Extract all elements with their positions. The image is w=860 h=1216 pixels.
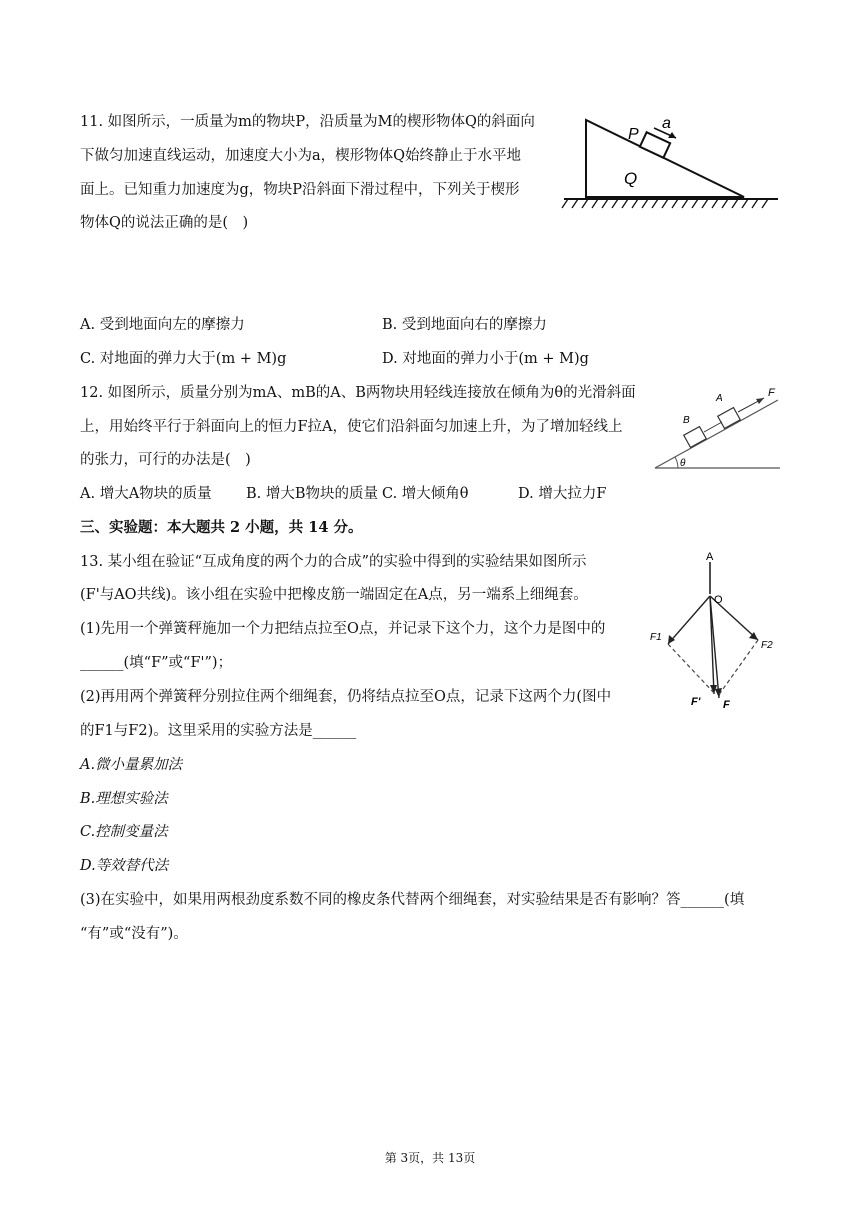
q11-option-b: B. 受到地面向右的摩擦力 xyxy=(382,317,547,333)
q12-option-b: B. 增大B物块的质量 xyxy=(246,486,379,502)
label-b: B xyxy=(683,415,690,426)
q13-choice-c: C.控制变量法 xyxy=(80,824,168,840)
q13-part3-line-2: “有”或“没有”)。 xyxy=(80,926,188,942)
q13-line-3: (1)先用一个弹簧秤施加一个力把结点拉至O点，并记录下这个力，这个力是图中的 xyxy=(80,621,606,637)
label-f2: F2 xyxy=(761,640,773,651)
label-a: A xyxy=(706,551,714,563)
block-p xyxy=(640,132,670,157)
label-o: O xyxy=(714,594,723,606)
label-theta: θ xyxy=(680,458,686,469)
q13-choice-d: D.等效替代法 xyxy=(80,858,169,874)
q12-option-d: D. 增大拉力F xyxy=(518,486,607,502)
block-b xyxy=(684,427,707,448)
q11-option-d: D. 对地面的弹力小于(m + M)g xyxy=(382,351,589,367)
q13-line-6: 的F1与F2)。这里采用的实验方法是______ xyxy=(80,723,357,739)
q12-option-a: A. 增大A物块的质量 xyxy=(80,486,212,502)
q11-wedge-figure xyxy=(558,104,788,214)
label-a: a xyxy=(662,115,671,132)
label-f: F xyxy=(723,699,730,711)
label-f: F xyxy=(768,387,775,399)
q12-incline-figure xyxy=(650,380,785,472)
q13-line-2: (F'与AO共线)。该小组在实验中把橡皮筋一端固定在A点，另一端系上细绳套。 xyxy=(80,587,588,603)
block-a xyxy=(718,408,741,429)
q11-line-3: 面上。已知重力加速度为g，物块P沿斜面下滑过程中，下列关于楔形 xyxy=(80,182,520,198)
q13-force-figure xyxy=(648,548,783,713)
q12-line-2: 上，用始终平行于斜面向上的恒力F拉A，使它们沿斜面匀加速上升，为了增加轻线上 xyxy=(80,419,623,435)
label-a: A xyxy=(716,393,723,404)
q11-line-4: 物体Q的说法正确的是( ) xyxy=(80,215,249,231)
q13-part3-line-1: (3)在实验中，如果用两根劲度系数不同的橡皮条代替两个细绳套，对实验结果是否有影响？答______(填 xyxy=(80,892,745,908)
q13-line-1: 13. 某小组在验证“互成角度的两个力的合成”的实验中得到的实验结果如图所示 xyxy=(80,554,587,570)
q12-option-c: C. 增大倾角θ xyxy=(382,486,469,502)
label-f-prime: F' xyxy=(691,696,701,708)
label-f1: F1 xyxy=(650,632,662,643)
q11-line-1: 11. 如图所示，一质量为m的物块P，沿质量为M的楔形物体Q的斜面向 xyxy=(80,114,535,130)
q13-line-4: ______(填“F”或“F'”)； xyxy=(80,655,233,671)
q11-line-2: 下做匀加速直线运动，加速度大小为a，楔形物体Q始终静止于水平地 xyxy=(80,148,522,164)
q12-line-3: 的张力，可行的办法是( ) xyxy=(80,452,251,468)
q13-choice-b: B.理想实验法 xyxy=(80,791,168,807)
label-q: Q xyxy=(624,169,638,188)
page-footer: 第 3页，共 13页 xyxy=(384,1151,476,1165)
q11-option-a: A. 受到地面向左的摩擦力 xyxy=(80,317,245,333)
q13-line-5: (2)再用两个弹簧秤分别拉住两个细绳套，仍将结点拉至O点，记录下这两个力(图中 xyxy=(80,689,612,705)
q11-option-c: C. 对地面的弹力大于(m + M)g xyxy=(80,351,287,367)
section-3-heading: 三、实验题：本大题共 2 小题，共 14 分。 xyxy=(80,519,363,536)
q13-choice-a: A.微小量累加法 xyxy=(80,757,183,773)
q12-line-1: 12. 如图所示，质量分别为mA、mB的A、B两物块用轻线连接放在倾角为θ的光滑斜面 xyxy=(80,385,636,401)
label-p: P xyxy=(628,126,639,143)
